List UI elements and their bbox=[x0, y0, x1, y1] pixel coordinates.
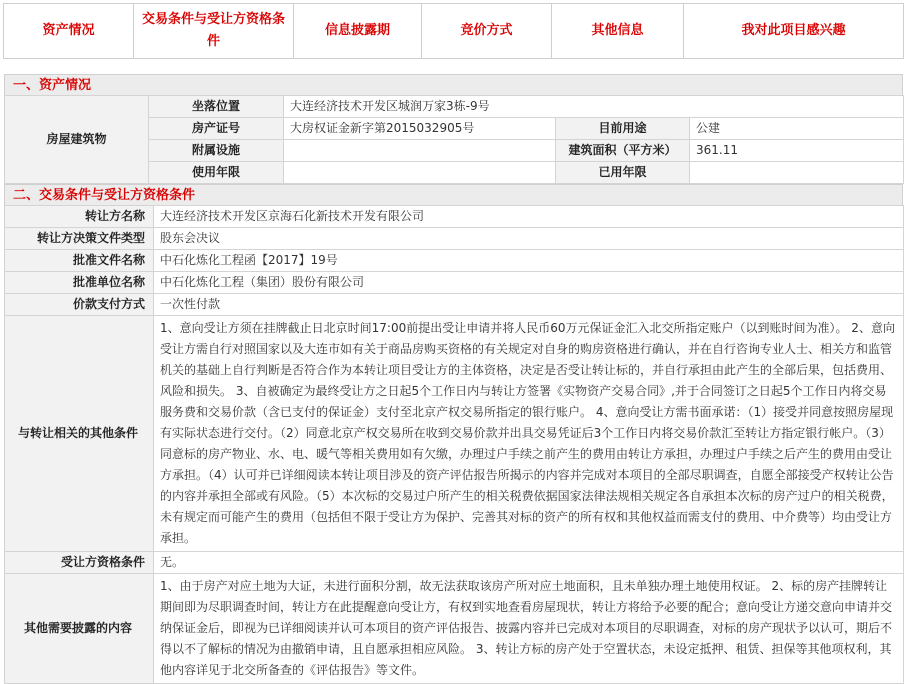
approval-unit-value: 中石化炼化工程（集团）股份有限公司 bbox=[154, 272, 904, 294]
area-value: 361.11 bbox=[690, 140, 904, 162]
table-row bbox=[5, 574, 904, 684]
disclosure-label: 其他需要披露的内容 bbox=[5, 574, 154, 684]
facility-value bbox=[284, 140, 556, 162]
tab-interested[interactable]: 我对此项目感兴趣 bbox=[741, 23, 846, 38]
years-value bbox=[284, 162, 556, 184]
approval-doc-label: 批准文件名称 bbox=[5, 250, 154, 272]
qualification-label: 受让方资格条件 bbox=[5, 552, 154, 574]
table-row bbox=[5, 552, 904, 574]
location-label: 坐落位置 bbox=[149, 96, 284, 118]
cert-label: 房产证号 bbox=[149, 118, 284, 140]
table-row bbox=[5, 272, 904, 294]
tab-bidding-method[interactable]: 竞价方式 bbox=[422, 4, 552, 58]
tab-bar bbox=[3, 3, 904, 59]
table-row bbox=[5, 294, 904, 316]
years-label: 使用年限 bbox=[149, 162, 284, 184]
tab-asset-info[interactable]: 资产情况 bbox=[4, 4, 134, 58]
approval-doc-value: 中石化炼化工程函【2017】19号 bbox=[154, 250, 904, 272]
used-years-label: 已用年限 bbox=[556, 162, 690, 184]
transferor-label: 转让方名称 bbox=[5, 206, 154, 228]
disclosure-value: 1、由于房产对应土地为大证，未进行面积分割，故无法获取该房产所对应土地面积，且未单独办理土地使用权证。 2、标的房产挂牌转让期间即为尽职调查时间，转让方在此提醒意向受让方，有权到实地查看房屋现状，转让方将给予必要的配合；意向受让方递交意向申请并交纳保证金后，即视为已详细阅读并认可本项目的资产评估报告、披露内容并已完成对本项目的尽职调查，对标的房产现状予以认可，期后不得以不了解标的情况为由撤销申请，且自愿承担相应风险。 3、转让方标的房产处于空置状态，未设定抵押、租赁、担保等其他项权利，其他内容详见于北交所备查的《评估报告》等文件。 bbox=[154, 574, 904, 684]
asset-table bbox=[4, 95, 904, 184]
table-row bbox=[5, 250, 904, 272]
area-label: 建筑面积（平方米） bbox=[556, 140, 690, 162]
decision-type-value: 股东会决议 bbox=[154, 228, 904, 250]
section-title-trade: 二、交易条件与受让方资格条件 bbox=[4, 184, 903, 205]
used-years-value bbox=[690, 162, 904, 184]
payment-value: 一次性付款 bbox=[154, 294, 904, 316]
cert-value: 大房权证金新字第2015032905号 bbox=[284, 118, 556, 140]
trade-table bbox=[4, 205, 904, 684]
facility-label: 附属设施 bbox=[149, 140, 284, 162]
approval-unit-label: 批准单位名称 bbox=[5, 272, 154, 294]
table-row bbox=[5, 316, 904, 552]
payment-label: 价款支付方式 bbox=[5, 294, 154, 316]
decision-type-label: 转让方决策文件类型 bbox=[5, 228, 154, 250]
transferor-value: 大连经济技术开发区京海石化新技术开发有限公司 bbox=[154, 206, 904, 228]
section-title-asset: 一、资产情况 bbox=[4, 74, 903, 95]
location-value: 大连经济技术开发区城润万家3栋-9号 bbox=[284, 96, 904, 118]
table-row bbox=[5, 206, 904, 228]
qualification-value: 无。 bbox=[154, 552, 904, 574]
other-conditions-value: 1、意向受让方须在挂牌截止日北京时间17:00前提出受让申请并将人民币60万元保证金汇入北交所指定账户（以到账时间为准）。 2、意向受让方需自行对照国家以及大连市如有关于商品房购买资格的有关规定对自身的购房资格进行确认，并在自行咨询专业人士、相关方和监管机关的基础上自行判断是否符合作为本转让项目受让方的主体资格，决定是否受让转让标的，并自行承担由此产生的全部后果，包括费用、风险和损失。 3、自被确定为最终受让方之日起5个工作日内与转让方签署《实物资产交易合同》,并于合同签订之日起5个工作日内将交易服务费和交易价款（含已支付的保证金）支付至北京产权交易所指定的银行账户。 4、意向受让方需书面承诺：（1）接受并同意按照房屋现有实际状态进行交付。（2）同意北京产权交易所在收到交易价款并出具交易凭证后3个工作日内将交易价款汇至转让方指定银行帐户。（3）同意标的房产物业、水、电、暖气等相关费用如有欠缴，办理过户手续之前产生的费用由转让方承担，办理过户手续之后产生的费用由受让方承担。（4）认可并已详细阅读本转让项目涉及的资产评估报告所揭示的内容并完成对本项目的全部尽职调查，自愿全部接受产权转让公告的内容并承担全部或有风险。（5）本次标的交易过户所产生的相关税费依据国家法律法规相关规定各自承担本次标的房产过户的相关税费，未有规定而可能产生的费用（包括但不限于受让方为保护、完善其对标的资产的所有权和其他权益而需支付的费用、中介费等）均由受让方承担。 bbox=[154, 316, 904, 552]
table-row bbox=[5, 228, 904, 250]
use-value: 公建 bbox=[690, 118, 904, 140]
tab-trade-conditions[interactable]: 交易条件与受让方资格条件 bbox=[134, 4, 294, 58]
tab-other-info[interactable]: 其他信息 bbox=[552, 4, 684, 58]
use-label: 目前用途 bbox=[556, 118, 690, 140]
other-conditions-label: 与转让相关的其他条件 bbox=[5, 316, 154, 552]
group-label: 房屋建筑物 bbox=[5, 96, 149, 184]
tab-disclosure-period[interactable]: 信息披露期 bbox=[294, 4, 422, 58]
